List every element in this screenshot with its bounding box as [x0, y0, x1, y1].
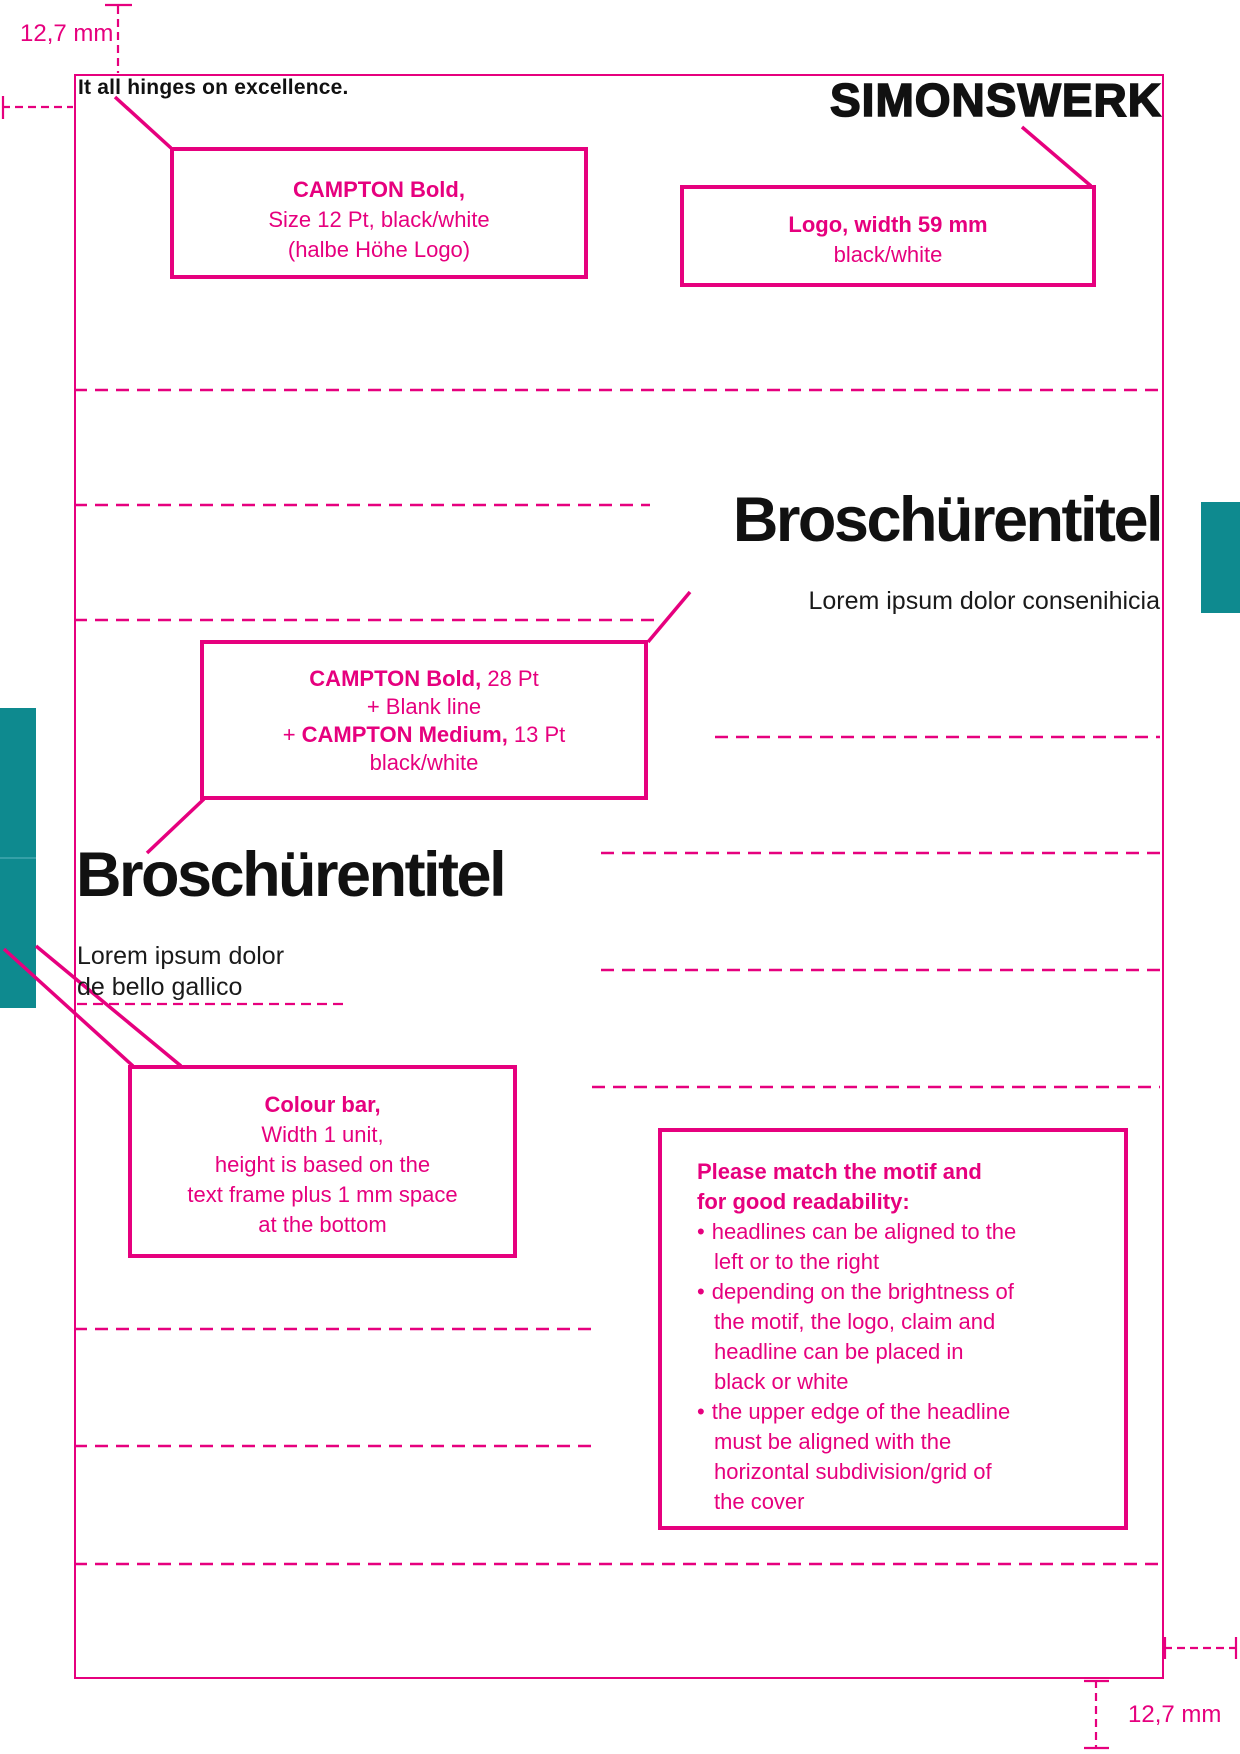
margin-label-top-left: 12,7 mm: [20, 20, 114, 47]
subline-right: Lorem ipsum dolor consenihicia: [808, 587, 1160, 615]
annotation-line: Please match the motif and: [697, 1159, 982, 1184]
annotation-line: Colour bar,: [264, 1092, 381, 1117]
annotation-line: CAMPTON Bold, 28 Pt: [309, 666, 539, 691]
annotation-line: + Blank line: [366, 694, 482, 719]
annotation-box-headline: [200, 640, 648, 800]
annotation-line: + CAMPTON Medium, 13 Pt: [282, 722, 566, 747]
annotation-line: left or to the right: [714, 1249, 880, 1274]
annotation-line: • headlines can be aligned to the: [697, 1217, 1106, 1247]
callout-line-headline-right: [648, 592, 690, 642]
simonswerk-logo: SIMONSWERK: [830, 74, 1162, 126]
annotation-line: black/white: [369, 750, 479, 775]
annotation-line: Width 1 unit,: [261, 1122, 384, 1147]
annotation-line: • depending on the brightness of: [697, 1277, 1106, 1307]
annotation-line: the cover: [714, 1489, 805, 1514]
annotation-line: Size 12 Pt, black/white: [268, 207, 490, 232]
subline-left-line2: de bello gallico: [77, 973, 243, 1001]
annotation-line: headline can be placed in: [714, 1339, 964, 1364]
annotation-line: height is based on the: [214, 1152, 431, 1177]
annotation-line: black/white: [833, 242, 943, 267]
annotation-line: for good readability:: [697, 1189, 910, 1214]
annotation-line: at the bottom: [258, 1212, 387, 1237]
annotation-line: text frame plus 1 mm space: [187, 1182, 458, 1207]
claim-text: It all hinges on excellence.: [78, 76, 349, 99]
annotation-box-readability: [658, 1128, 1128, 1530]
annotation-line: horizontal subdivision/grid of: [714, 1459, 992, 1484]
callout-line-logo: [1022, 127, 1091, 186]
annotation-line: must be aligned with the: [714, 1429, 952, 1454]
annotation-box-logo: [680, 185, 1096, 287]
annotation-box-colour-bar: [128, 1065, 517, 1258]
annotation-box-claim: [170, 147, 588, 279]
annotation-line: Logo, width 59 mm: [788, 212, 988, 237]
headline-left: Broschürentitel: [76, 840, 505, 910]
callout-line-claim: [115, 97, 171, 148]
annotation-line: black or white: [714, 1369, 849, 1394]
subline-left-line1: Lorem ipsum dolor: [77, 942, 285, 970]
margin-label-bottom-right: 12,7 mm: [1128, 1701, 1222, 1728]
annotation-line: • the upper edge of the headline: [697, 1397, 1106, 1427]
headline-right: Broschürentitel: [732, 485, 1161, 555]
annotation-line: CAMPTON Bold,: [293, 177, 465, 202]
annotation-line: (halbe Höhe Logo): [287, 237, 471, 262]
subline-left: [77, 941, 284, 1003]
annotation-line: the motif, the logo, claim and: [714, 1309, 996, 1334]
